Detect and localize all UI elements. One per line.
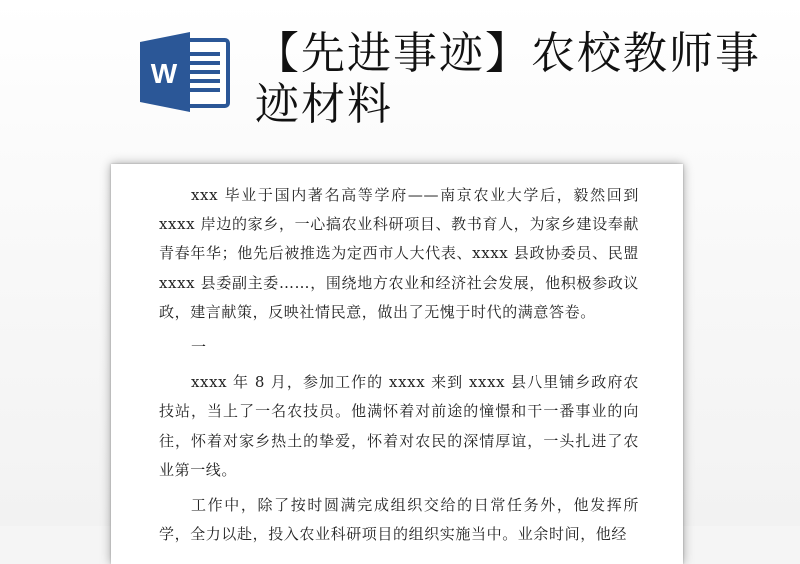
section-heading: 一 [191,338,207,357]
page-title: 【先进事迹】农校教师事迹材料 [255,28,761,130]
paragraph-intro: xxx 毕业于国内著名高等学府——南京农业大学后，毅然回到 xxxx 岸边的家乡，一心搞农业科研项目、教书育人，为家乡建设奉献青春年华；他先后被推选为定西市人大代表、xxxx 县政协委员、民盟 xxxx 县委副主委……，围绕地方农业和经济社会发展，他积极参政议政，建言献策，反映社情民意，做出了无愧于时代的满意答卷。 [159,186,639,321]
svg-text:W: W [150,58,178,89]
document-body [159,181,639,555]
document-page [111,164,683,564]
paragraph-career-start: xxxx 年 8 月，参加工作的 xxxx 来到 xxxx 县八里铺乡政府农技站，当上了一名农技员。他满怀着对前途的憧憬和干一番事业的向往，怀着对家乡热土的挚爱，怀着对农民的深情厚谊，一头扎进了农业第一线。 [159,373,639,479]
word-document-icon [140,32,232,112]
paragraph-work: 工作中，除了按时圆满完成组织交给的日常任务外，他发挥所学，全力以赴，投入农业科研项目的组织实施当中。业余时间，他经 [159,496,639,544]
